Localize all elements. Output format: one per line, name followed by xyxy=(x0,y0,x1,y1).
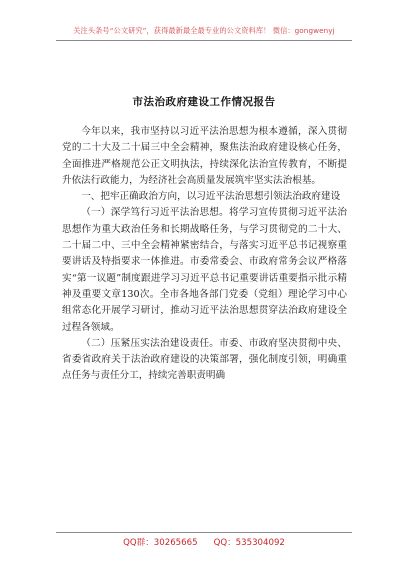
header-divider xyxy=(56,40,352,41)
footer-qq-group: QQ群：30265665 xyxy=(123,538,198,548)
paragraph-intro: 今年以来，我市坚持以习近平法治思想为根本遵循，深入贯彻党的二十大及二十届三中全会精神，聚焦法治政府建设核心任务，全面推进严格规范公正文明执法，持续深化法治宣传教育，不断提升依法行政能力，为经济社会高质量发展筑牢坚实法治根基。 xyxy=(62,126,347,186)
footer-qq: QQ：535304092 xyxy=(213,538,285,548)
footer-contact xyxy=(0,536,408,548)
document-title: 市法治政府建设工作情况报告 xyxy=(132,96,276,108)
footer-divider xyxy=(56,532,352,533)
paragraph-item-1: （一）深学笃行习近平法治思想。将学习宣传贯彻习近平法治思想作为重大政治任务和长期战略任务，与学习贯彻党的二十大、二十届二中、三中全会精神紧密结合，与落实习近平总书记视察重要讲话及特指要求一体推进。市委常委会、市政府常务会议严格落实“第一议题”制度跟进学习习近平总书记重要讲话重要指示批示精神及重要文章130次。全市各地各部门党委（党组）理论学习中心组常态化开展学习研讨，推动习近平法治思想贯穿法治政府建设全过程各领域。 xyxy=(62,207,347,333)
section-heading-1: 一、把牢正确政治方向，以习近平法治思想引领法治政府建设 xyxy=(81,191,341,203)
document-body xyxy=(62,124,347,385)
header-banner: 关注头条号“公文研究”，获得最新最全最专业的公文资料库！ 微信：gongwenyj xyxy=(73,26,335,35)
paragraph-item-2: （二）压紧压实法治建设责任。市委、市政府坚决贯彻中央、省委省政府关于法治政府建设的决策部署，强化制度引领，明确重点任务与责任分工，持续完善职责明确 xyxy=(62,337,347,382)
